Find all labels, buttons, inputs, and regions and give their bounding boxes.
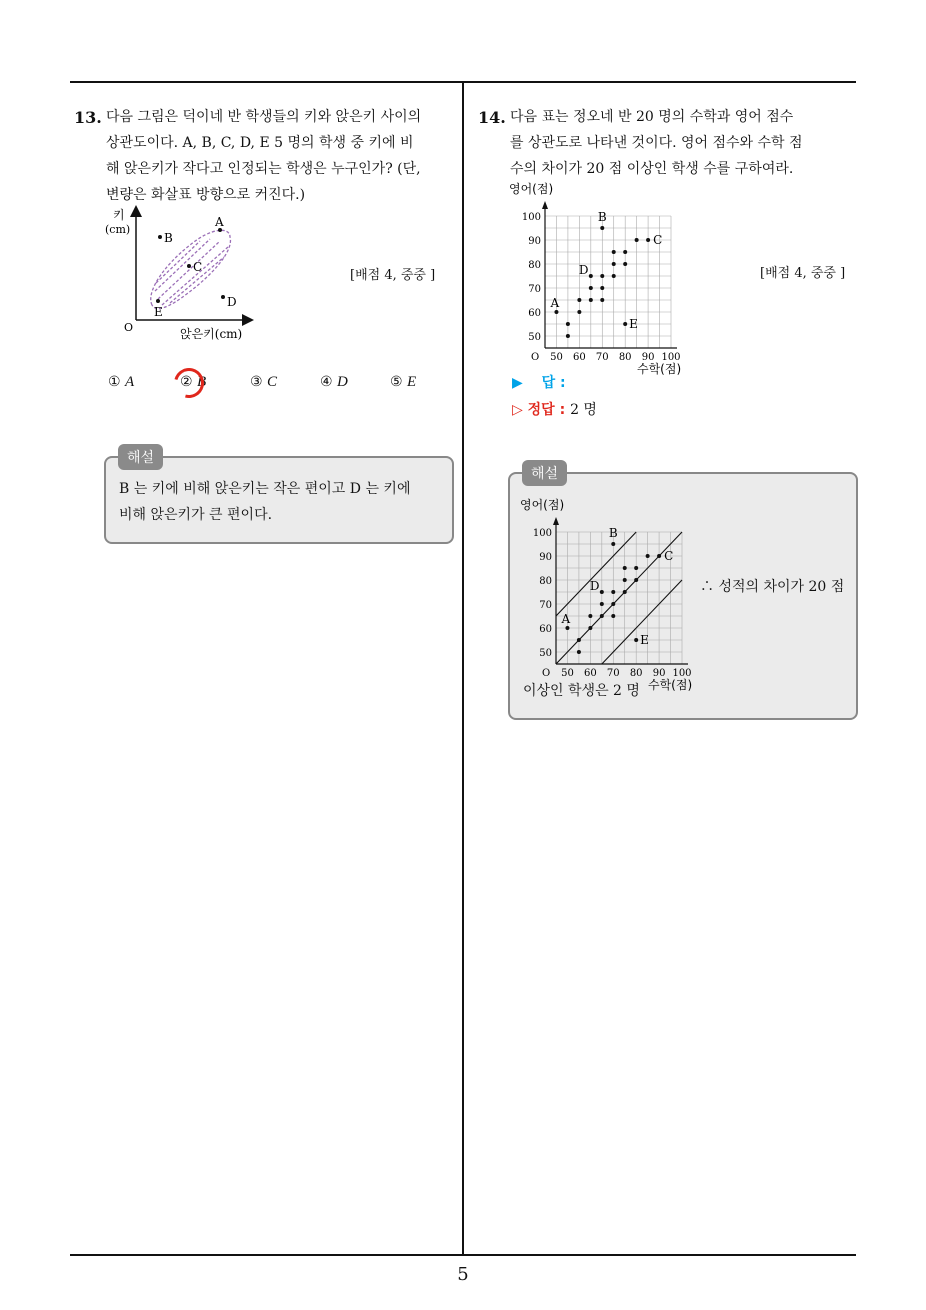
q14-scatter-chart bbox=[505, 176, 695, 376]
y-tick-label: 60 bbox=[539, 624, 552, 635]
data-point bbox=[566, 322, 570, 326]
q13-point-d bbox=[221, 295, 225, 299]
data-point bbox=[623, 322, 627, 326]
q14-line-3: 수의 차이가 20 점 이상인 학생 수를 구하여라. bbox=[510, 161, 794, 177]
x-tick-label: 60 bbox=[583, 668, 597, 679]
q13-explanation-line-1: B 는 키에 비해 앉은키는 작은 편이고 D 는 키에 bbox=[119, 481, 411, 497]
y-tick-label: 90 bbox=[528, 236, 541, 247]
correct-arrow-icon: ▷ bbox=[512, 402, 523, 418]
data-point bbox=[657, 554, 661, 558]
data-point bbox=[635, 238, 639, 242]
data-point bbox=[600, 286, 604, 290]
y-tick-label: 70 bbox=[528, 284, 541, 295]
data-point bbox=[600, 614, 604, 618]
point-label-a: A bbox=[561, 612, 571, 626]
x-axis-label: 수학(점) bbox=[648, 678, 693, 692]
data-point bbox=[577, 298, 581, 302]
data-point bbox=[589, 298, 593, 302]
point-label-d: D bbox=[589, 579, 600, 593]
x-tick-label: 100 bbox=[661, 352, 681, 363]
data-point bbox=[623, 250, 627, 254]
x-tick-label: 60 bbox=[572, 352, 586, 363]
data-point bbox=[600, 298, 604, 302]
choice-3-value: C bbox=[267, 374, 278, 390]
choice-4[interactable] bbox=[320, 374, 348, 391]
q13-choices bbox=[108, 374, 448, 396]
q13-score: [배점 4, 중중 ] bbox=[350, 268, 436, 283]
origin-label: O bbox=[542, 668, 551, 679]
data-point bbox=[565, 626, 569, 630]
choice-1[interactable] bbox=[108, 374, 134, 391]
data-point bbox=[611, 542, 615, 546]
q13-number: 13. bbox=[74, 108, 102, 127]
q13-ylabel-unit: (cm) bbox=[105, 223, 131, 236]
choice-5-value: E bbox=[407, 374, 417, 390]
q14-explanation-box bbox=[508, 472, 858, 720]
data-point bbox=[577, 650, 581, 654]
x-axis-label: 수학(점) bbox=[637, 362, 682, 376]
x-tick-label: 90 bbox=[652, 668, 666, 679]
q14-explanation-side: ∴ 성적의 차이가 20 점 bbox=[700, 579, 845, 595]
choice-5[interactable] bbox=[390, 374, 416, 391]
point-label-e: E bbox=[640, 633, 649, 647]
data-point bbox=[611, 590, 615, 594]
q14-line-1: 다음 표는 정오네 반 20 명의 수학과 영어 점수 bbox=[510, 109, 794, 125]
data-point bbox=[577, 638, 581, 642]
data-point bbox=[623, 566, 627, 570]
choice-3[interactable] bbox=[250, 374, 277, 391]
page-number: 5 bbox=[457, 1264, 469, 1285]
choice-2-number: ② bbox=[180, 374, 193, 390]
q13-text bbox=[106, 104, 456, 208]
q13-label-d: D bbox=[227, 295, 237, 309]
data-point bbox=[634, 566, 638, 570]
x-tick-label: 70 bbox=[595, 352, 609, 363]
choice-5-number: ⑤ bbox=[390, 374, 403, 390]
q14-line-2: 를 상관도로 나타낸 것이다. 영어 점수와 수학 점 bbox=[510, 135, 803, 151]
data-point bbox=[600, 226, 604, 230]
q13-explanation-line-2: 비해 앉은키가 큰 편이다. bbox=[119, 507, 273, 523]
choice-4-number: ④ bbox=[320, 374, 333, 390]
y-tick-label: 100 bbox=[521, 212, 541, 223]
data-point bbox=[646, 238, 650, 242]
y-tick-label: 60 bbox=[528, 308, 541, 319]
data-point bbox=[634, 638, 638, 642]
choice-4-value: D bbox=[337, 374, 348, 390]
data-point bbox=[554, 310, 558, 314]
q13-line-2: 상관도이다. A, B, C, D, E 5 명의 학생 중 키에 비 bbox=[106, 135, 414, 151]
y-axis-label: 영어(점) bbox=[520, 498, 565, 512]
x-tick-label: 70 bbox=[606, 668, 620, 679]
q13-xlabel: 앉은키(cm) bbox=[180, 327, 243, 341]
q13-point-c bbox=[187, 264, 191, 268]
data-point bbox=[589, 274, 593, 278]
point-label-c: C bbox=[653, 233, 663, 247]
data-point bbox=[611, 614, 615, 618]
q13-line-3: 해 앉은키가 작다고 인정되는 학생은 누구인가? (단, bbox=[106, 161, 421, 177]
q14-answer-row bbox=[512, 372, 566, 392]
y-axis-arrow bbox=[553, 517, 559, 525]
data-point bbox=[600, 590, 604, 594]
y-axis-arrow bbox=[542, 201, 548, 209]
y-tick-label: 100 bbox=[532, 528, 552, 539]
point-label-b: B bbox=[597, 210, 607, 224]
data-point bbox=[577, 310, 581, 314]
q14-correct-row bbox=[512, 399, 597, 419]
q13-line-4: 변량은 화살표 방향으로 커진다.) bbox=[106, 187, 306, 203]
correct-value: 2 명 bbox=[570, 402, 597, 418]
y-tick-label: 80 bbox=[539, 576, 552, 587]
bottom-rule bbox=[70, 1254, 856, 1256]
y-tick-label: 90 bbox=[539, 552, 552, 563]
data-point bbox=[634, 578, 638, 582]
q14-explanation-tag: 해설 bbox=[522, 460, 567, 486]
y-tick-label: 80 bbox=[528, 260, 541, 271]
q13-point-e bbox=[156, 299, 160, 303]
q13-label-a: A bbox=[215, 215, 224, 229]
x-tick-label: 50 bbox=[550, 352, 563, 363]
choice-1-number: ① bbox=[108, 374, 121, 390]
q13-ylabel: 키 bbox=[113, 208, 125, 222]
x-tick-label: 50 bbox=[561, 668, 574, 679]
data-point bbox=[623, 262, 627, 266]
q13-origin: O bbox=[124, 321, 134, 334]
point-label-b: B bbox=[608, 526, 618, 540]
point-label-c: C bbox=[664, 549, 674, 563]
q13-point-b bbox=[158, 235, 162, 239]
choice-3-number: ③ bbox=[250, 374, 263, 390]
q13-label-c: C bbox=[193, 260, 203, 274]
correct-label: 정답 : bbox=[527, 402, 566, 418]
data-point bbox=[612, 262, 616, 266]
data-point bbox=[600, 602, 604, 606]
x-tick-label: 100 bbox=[672, 668, 692, 679]
q13-label-b: B bbox=[164, 231, 173, 245]
y-tick-label: 50 bbox=[539, 648, 552, 659]
data-point bbox=[612, 250, 616, 254]
x-tick-label: 80 bbox=[629, 668, 643, 679]
answer-label: 답 : bbox=[541, 375, 566, 391]
y-tick-label: 70 bbox=[539, 600, 552, 611]
data-point bbox=[623, 590, 627, 594]
point-label-d: D bbox=[578, 263, 589, 277]
column-divider bbox=[462, 82, 464, 1256]
data-point bbox=[612, 274, 616, 278]
q13-correlation-figure bbox=[100, 205, 260, 345]
y-tick-label: 50 bbox=[528, 332, 541, 343]
data-point bbox=[589, 286, 593, 290]
answer-arrow-icon: ▶ bbox=[512, 375, 523, 391]
data-point bbox=[646, 554, 650, 558]
q13-dashed-cloud bbox=[151, 230, 231, 308]
data-point bbox=[588, 614, 592, 618]
y-axis-label: 영어(점) bbox=[509, 182, 554, 196]
reference-line bbox=[556, 532, 636, 616]
q14-number: 14. bbox=[478, 108, 506, 127]
choice-1-value: A bbox=[125, 374, 135, 390]
origin-label: O bbox=[531, 352, 540, 363]
q14-score: [배점 4, 중중 ] bbox=[760, 266, 846, 281]
point-label-e: E bbox=[629, 317, 638, 331]
data-point bbox=[588, 626, 592, 630]
data-point bbox=[611, 602, 615, 606]
q14-text bbox=[510, 104, 858, 182]
q13-label-e: E bbox=[154, 305, 163, 319]
choice-2-value: B bbox=[197, 374, 207, 390]
q13-explanation-text bbox=[119, 476, 445, 528]
data-point bbox=[600, 274, 604, 278]
x-tick-label: 80 bbox=[618, 352, 632, 363]
data-point bbox=[566, 334, 570, 338]
data-point bbox=[623, 578, 627, 582]
q13-line-1: 다음 그림은 덕이네 반 학생들의 키와 앉은키 사이의 bbox=[106, 109, 422, 125]
x-tick-label: 90 bbox=[641, 352, 655, 363]
q14-explanation-bottom: 이상인 학생은 2 명 bbox=[523, 683, 640, 699]
q13-explanation-tag: 해설 bbox=[118, 444, 163, 470]
answer-circle-mark bbox=[169, 363, 210, 404]
point-label-a: A bbox=[550, 296, 560, 310]
